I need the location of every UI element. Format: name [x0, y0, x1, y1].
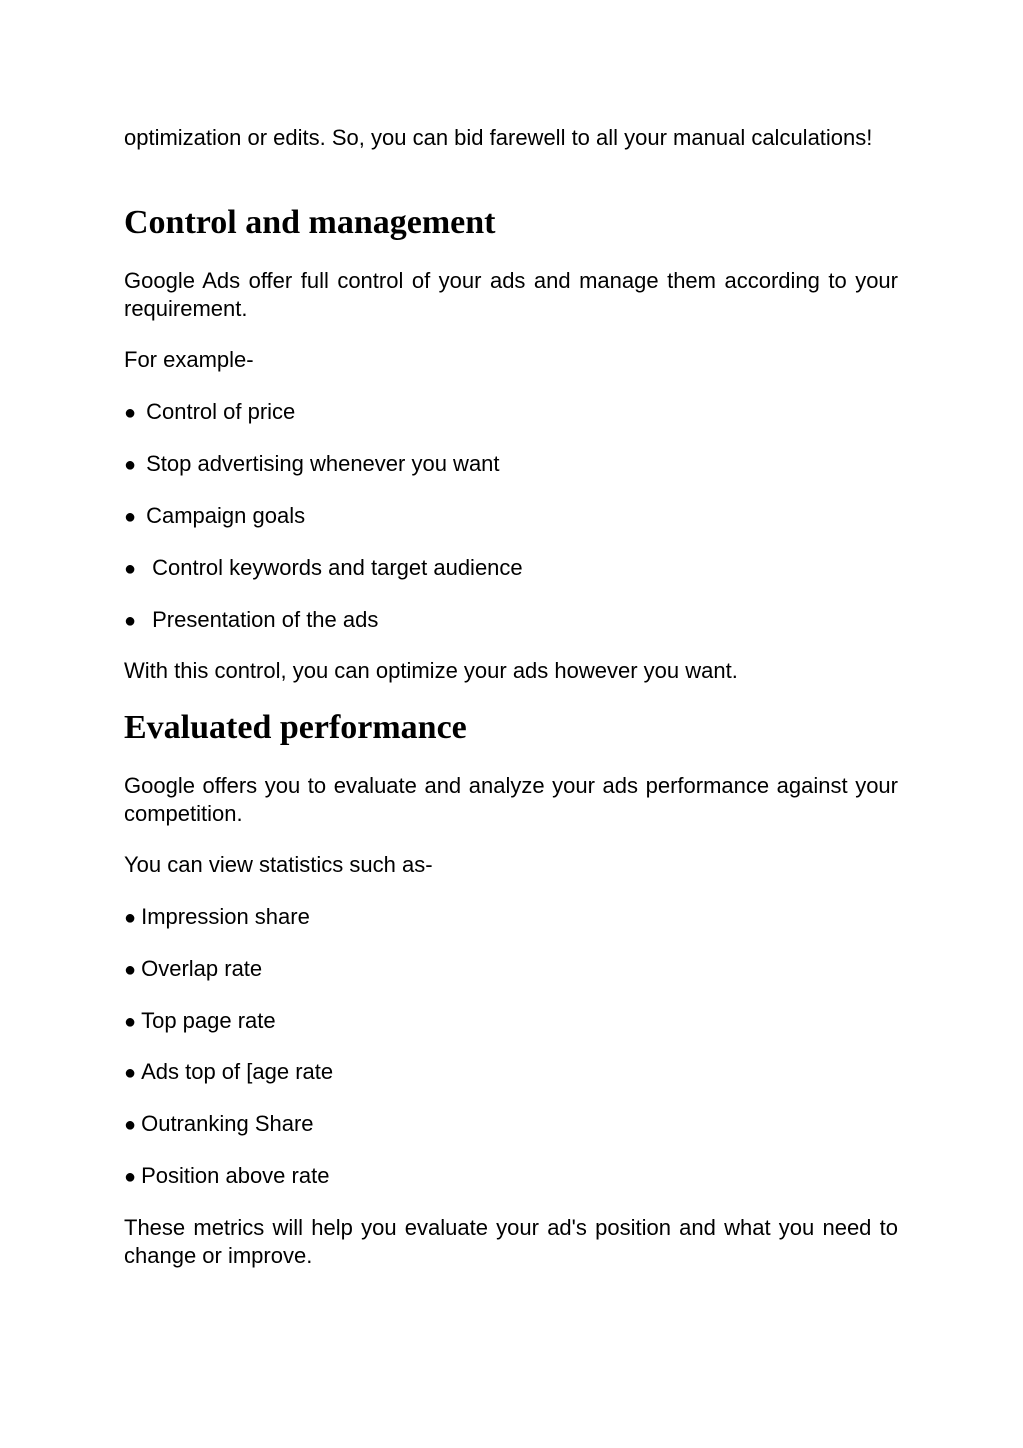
- list-item: [124, 955, 898, 984]
- list-item-label: Stop advertising whenever you want: [146, 451, 500, 476]
- intro-paragraph: optimization or edits. So, you can bid farewell to all your manual calculations!: [124, 125, 873, 150]
- bullet-icon: ●: [124, 1062, 137, 1084]
- bullet-icon: ●: [124, 558, 137, 580]
- list-item-label: Position above rate: [141, 1163, 330, 1188]
- bullet-icon: ●: [124, 506, 137, 528]
- list-item: [124, 1058, 898, 1087]
- list-item-label: Campaign goals: [146, 503, 306, 528]
- bullet-icon: ●: [124, 959, 137, 981]
- list-item-label: Presentation of the ads: [152, 607, 379, 632]
- list-item: [124, 450, 898, 479]
- list-item: [124, 1110, 898, 1139]
- list-item: [124, 1007, 898, 1036]
- section-heading-control: Control and management: [124, 204, 496, 241]
- list-item-label: Control keywords and target audience: [152, 555, 523, 580]
- section-heading-performance: Evaluated performance: [124, 709, 467, 746]
- bullet-icon: ●: [124, 907, 137, 929]
- bullet-icon: ●: [124, 1166, 137, 1188]
- performance-lead: You can view statistics such as-: [124, 852, 433, 877]
- list-item-label: Ads top of [age rate: [141, 1059, 334, 1084]
- list-item-label: Impression share: [141, 904, 310, 929]
- list-item: [124, 398, 898, 427]
- control-lead: For example-: [124, 347, 254, 372]
- list-item-label: Overlap rate: [141, 956, 263, 981]
- performance-paragraph: Google offers you to evaluate and analyze your ads performance against your competition.: [124, 773, 898, 826]
- bullet-icon: ●: [124, 1114, 137, 1136]
- list-item-label: Outranking Share: [141, 1111, 314, 1136]
- list-item: [124, 1162, 898, 1191]
- list-item: [124, 554, 898, 583]
- bullet-icon: ●: [124, 1011, 137, 1033]
- list-item: [124, 606, 898, 635]
- control-paragraph: Google Ads offer full control of your ads and manage them according to your requirement.: [124, 268, 898, 321]
- performance-closing: These metrics will help you evaluate your ad's position and what you need to change or improve.: [124, 1215, 898, 1268]
- bullet-icon: ●: [124, 402, 137, 424]
- list-item-label: Control of price: [146, 399, 296, 424]
- list-item: [124, 502, 898, 531]
- bullet-icon: ●: [124, 454, 137, 476]
- bullet-icon: ●: [124, 610, 137, 632]
- list-item-label: Top page rate: [141, 1008, 276, 1033]
- control-closing: With this control, you can optimize your ads however you want.: [124, 658, 738, 683]
- list-item: [124, 903, 898, 932]
